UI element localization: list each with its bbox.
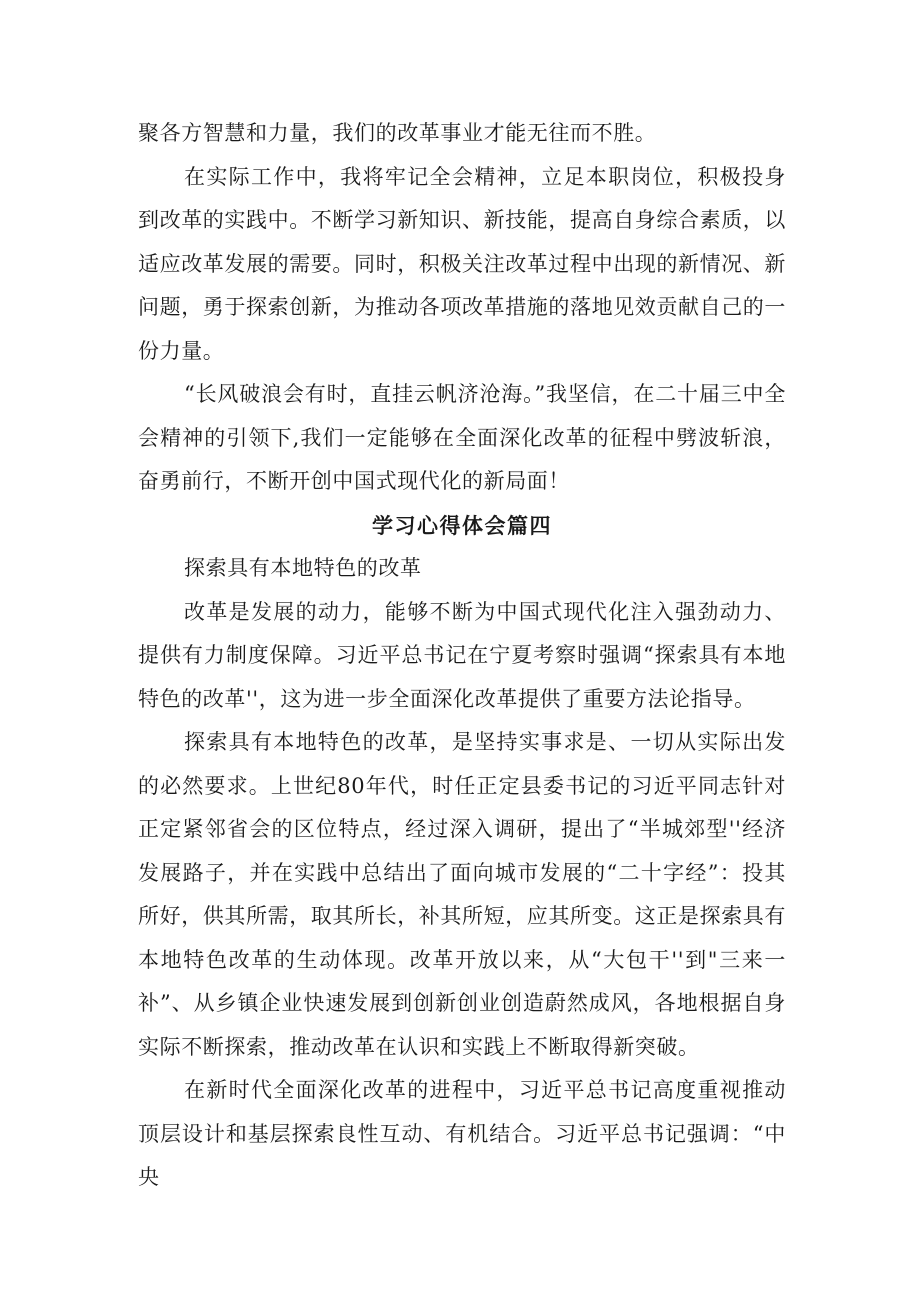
paragraph: 聚各方智慧和力量，我们的改革事业才能无往而不胜。 (138, 121, 657, 145)
paragraph: 在新时代全面深化改革的进程中，习近平总书记高度重视推动顶层设计和基层探索良性互动、有机结合。习近平总书记强调：“中央 (138, 1078, 786, 1189)
paragraph: 探索具有本地特色的改革，是坚持实事求是、一切从实际出发的必然要求。上世纪80年代，时任正定县委书记的习近平同志针对正定紧邻省会的区位特点，经过深入调研，提出了“半城郊型''经济发展路子，并在实践中总结出了面向城市发展的“二十字经”：投其所好，供其所需，取其所长，补其所短，应其所变。这正是探索具有本地特色改革的生动体现。改革开放以来，从“大包干''到"三来一补”、从乡镇企业快速发展到创新创业创造蔚然成风，各地根据自身实际不断探索，推动改革在认识和实践上不断取得新突破。 (138, 730, 786, 1059)
document-body (138, 112, 786, 1200)
paragraph: “长风破浪会有时，直挂云帆济沧海。”我坚信，在二十届三中全会精神的引领下,我们一定能够在全面深化改革的征程中劈波斩浪，奋勇前行，不断开创中国式现代化的新局面！ (138, 382, 786, 493)
section-subtitle: 探索具有本地特色的改革 (184, 556, 422, 580)
paragraph: 在实际工作中，我将牢记全会精神，立足本职岗位，积极投身到改革的实践中。不断学习新知识、新技能，提高自身综合素质，以适应改革发展的需要。同时，积极关注改革过程中出现的新情况、新问题，勇于探索创新，为推动各项改革措施的落地见效贡献自己的一份力量。 (138, 164, 786, 363)
paragraph: 改革是发展的动力，能够不断为中国式现代化注入强劲动力、提供有力制度保障。习近平总书记在宁夏考察时强调“探索具有本地特色的改革''，这为进一步全面深化改革提供了重要方法论指导。 (138, 599, 786, 711)
section-heading: 学习心得体会篇四 (372, 512, 552, 538)
